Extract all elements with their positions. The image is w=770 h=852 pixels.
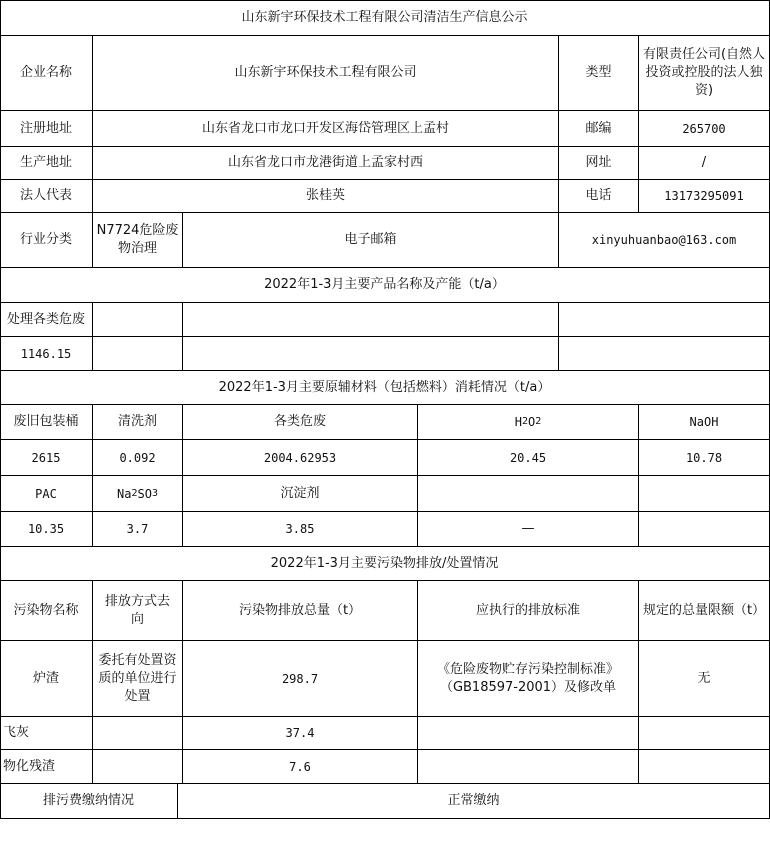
pollutant-method xyxy=(93,750,183,784)
email-value: xinyuhuanbao@163.com xyxy=(559,213,770,268)
product-empty-1b xyxy=(183,303,559,337)
fee-value: 正常缴纳 xyxy=(178,784,770,819)
phone-value: 13173295091 xyxy=(639,180,770,213)
material-value: — xyxy=(418,512,639,547)
material-value: 10.35 xyxy=(0,512,93,547)
pollutant-method xyxy=(93,717,183,750)
company-name-label: 企业名称 xyxy=(0,36,93,111)
product-value: 1146.15 xyxy=(0,337,93,371)
product-empty-2b xyxy=(183,337,559,371)
product-name: 处理各类危废 xyxy=(0,303,93,337)
product-empty-1a xyxy=(93,303,183,337)
pollutant-method: 委托有处置资质的单位进行处置 xyxy=(93,641,183,717)
material-name: PAC xyxy=(0,476,93,512)
reg-address-label: 注册地址 xyxy=(0,111,93,147)
industry-value: N7724危险废物治理 xyxy=(93,213,183,268)
legal-rep-value: 张桂英 xyxy=(93,180,559,213)
pollutant-amount: 7.6 xyxy=(183,750,418,784)
material-value: 2004.62953 xyxy=(183,440,418,476)
type-value: 有限责任公司(自然人投资或控股的法人独资) xyxy=(639,36,770,111)
pollutant-limit: 无 xyxy=(639,641,770,717)
website-value: / xyxy=(639,147,770,180)
pollutant-standard xyxy=(418,750,639,784)
page-title: 山东新宇环保技术工程有限公司清洁生产信息公示 xyxy=(0,0,770,36)
material-value: 20.45 xyxy=(418,440,639,476)
pollutant-standard: 《危险废物贮存污染控制标准》（GB18597-2001）及修改单 xyxy=(418,641,639,717)
pollutant-name: 炉渣 xyxy=(0,641,93,717)
website-label: 网址 xyxy=(559,147,639,180)
material-name: 各类危废 xyxy=(183,405,418,440)
pollutant-col-header: 污染物排放总量（t） xyxy=(183,581,418,641)
prod-address-label: 生产地址 xyxy=(0,147,93,180)
pollutants-header: 2022年1-3月主要污染物排放/处置情况 xyxy=(0,547,770,581)
pollutant-limit xyxy=(639,750,770,784)
material-name: Na 2 SO 3 xyxy=(93,476,183,512)
material-name: 清洗剂 xyxy=(93,405,183,440)
material-value xyxy=(639,512,770,547)
material-value: 3.7 xyxy=(93,512,183,547)
legal-rep-label: 法人代表 xyxy=(0,180,93,213)
pollutant-col-header: 应执行的排放标准 xyxy=(418,581,639,641)
material-name: NaOH xyxy=(639,405,770,440)
pollutant-col-header: 污染物名称 xyxy=(0,581,93,641)
materials-header: 2022年1-3月主要原辅材料（包括燃料）消耗情况（t/a） xyxy=(0,371,770,405)
pollutant-amount: 298.7 xyxy=(183,641,418,717)
fee-label: 排污费缴纳情况 xyxy=(0,784,178,819)
material-value: 10.78 xyxy=(639,440,770,476)
material-name xyxy=(418,476,639,512)
material-value: 2615 xyxy=(0,440,93,476)
material-value: 3.85 xyxy=(183,512,418,547)
pollutant-name: 物化残渣 xyxy=(0,750,93,784)
pollutant-col-header: 规定的总量限额（t） xyxy=(639,581,770,641)
zip-label: 邮编 xyxy=(559,111,639,147)
product-empty-1c xyxy=(559,303,770,337)
pollutant-limit xyxy=(639,717,770,750)
email-label: 电子邮箱 xyxy=(183,213,559,268)
reg-address-value: 山东省龙口市龙口开发区海岱管理区上孟村 xyxy=(93,111,559,147)
zip-value: 265700 xyxy=(639,111,770,147)
pollutant-name: 飞灰 xyxy=(0,717,93,750)
material-name: 废旧包装桶 xyxy=(0,405,93,440)
pollutant-standard xyxy=(418,717,639,750)
product-empty-2c xyxy=(559,337,770,371)
pollutant-amount: 37.4 xyxy=(183,717,418,750)
prod-address-value: 山东省龙口市龙港街道上孟家村西 xyxy=(93,147,559,180)
material-name xyxy=(639,476,770,512)
type-label: 类型 xyxy=(559,36,639,111)
company-name-value: 山东新宇环保技术工程有限公司 xyxy=(93,36,559,111)
phone-label: 电话 xyxy=(559,180,639,213)
products-header: 2022年1-3月主要产品名称及产能（t/a） xyxy=(0,268,770,303)
product-empty-2a xyxy=(93,337,183,371)
material-name: H 2 O 2 xyxy=(418,405,639,440)
pollutant-col-header: 排放方式去向 xyxy=(93,581,183,641)
material-name: 沉淀剂 xyxy=(183,476,418,512)
material-value: 0.092 xyxy=(93,440,183,476)
industry-label: 行业分类 xyxy=(0,213,93,268)
